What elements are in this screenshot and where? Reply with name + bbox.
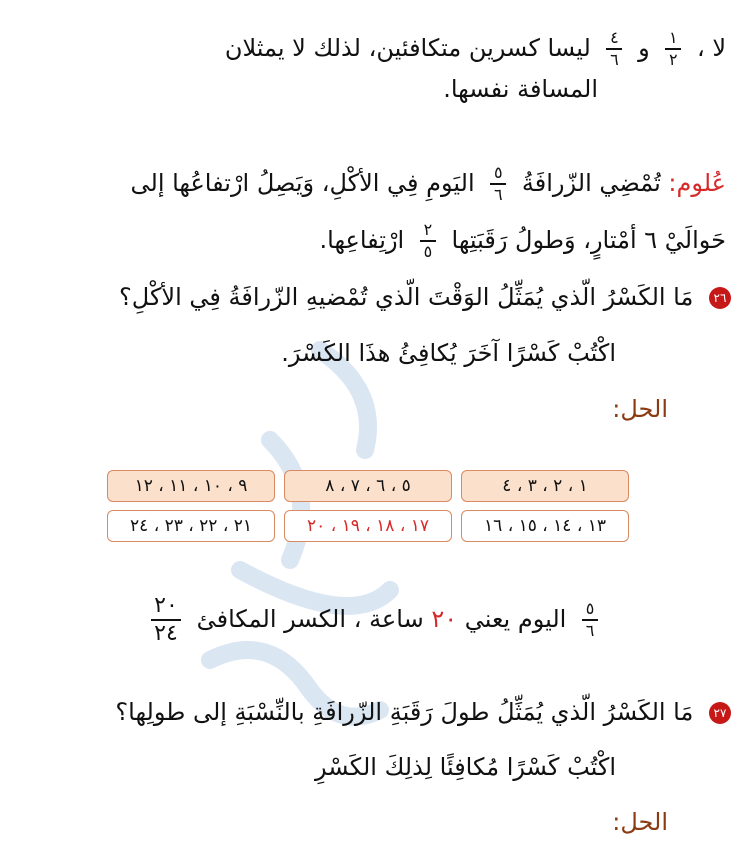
answer-text-c: الكسر المكافئ	[196, 605, 347, 633]
multiples-box: ١ ، ٢ ، ٣ ، ٤	[461, 470, 629, 502]
fraction-denominator: ٢	[669, 50, 678, 69]
solution-label: الحل:	[612, 395, 668, 423]
intro-start: لا ،	[696, 34, 726, 62]
multiples-box: ١٣ ، ١٤ ، ١٥ ، ١٦	[461, 510, 629, 542]
answer-text-b: ساعة ،	[353, 605, 424, 633]
solution-label: الحل:	[612, 808, 668, 836]
fraction-one-half	[665, 30, 681, 68]
question-26-subtext: اكْتُبْ كَسْرًا آخَرَ يُكافِئُ هذَا الكَسْرَ.	[281, 339, 616, 367]
science-text-1b: اليَومِ فِي الأكْلِ، وَيَصِلُ ارْتفاعُها إلى	[130, 169, 475, 197]
fraction-denominator: ٥	[423, 242, 433, 261]
fraction-four-sixths	[606, 30, 622, 68]
question-number-badge: ٢٦	[709, 287, 731, 309]
answer-hours: ٢٠	[431, 605, 458, 633]
science-text-2a: حَوالَيْ ٦ أمْتارٍ، وَطولُ رَقَبَتِها	[451, 226, 726, 254]
science-line-1	[131, 165, 727, 203]
multiples-box: ٩ ، ١٠ ، ١١ ، ١٢	[107, 470, 275, 502]
answer-text-a: اليوم يعني	[464, 605, 567, 633]
fraction-numerator: ٥	[585, 599, 595, 618]
fraction-denominator: ٦	[610, 50, 619, 69]
answer-26	[143, 595, 606, 645]
fraction-numerator: ٢٠	[154, 593, 178, 618]
fraction-numerator: ١	[669, 28, 678, 47]
science-label: عُلوم:	[668, 169, 726, 197]
question-27-text: مَا الكَسْرُ الّذي يُمَثِّلُ طولَ رَقَبَةِ الزّرافَةِ بالنِّسْبَةِ إلى طولِها؟	[115, 698, 694, 726]
fraction-two-fifths	[420, 222, 436, 260]
multiples-box: ٢١ ، ٢٢ ، ٢٣ ، ٢٤	[107, 510, 275, 542]
question-number-badge: ٢٧	[709, 702, 731, 724]
fraction-numerator: ٢	[423, 220, 433, 239]
fraction-denominator: ٢٤	[154, 621, 178, 646]
fraction-denominator: ٦	[493, 185, 503, 204]
science-line-2	[320, 222, 727, 260]
intro-line-1	[225, 30, 726, 68]
question-27	[115, 695, 731, 729]
question-27-subtext: اكْتُبْ كَسْرًا مُكافِئًا لِذلِكَ الكَسْرِ	[315, 753, 616, 781]
question-26	[119, 280, 731, 314]
question-26-text: مَا الكَسْرُ الّذي يُمَثِّلُ الوَقْتَ الّذي تُمْضيهِ الزّرافَةُ فِي الأكْلِ؟	[119, 283, 694, 311]
fraction-numerator: ٤	[610, 28, 619, 47]
multiples-grid	[103, 470, 629, 542]
fraction-numerator: ٥	[493, 163, 503, 182]
fraction-twenty-twentyfourths	[151, 595, 181, 645]
fraction-denominator: ٦	[585, 621, 595, 640]
intro-line-2: المسافة نفسها.	[443, 75, 598, 103]
multiples-box: ٥ ، ٦ ، ٧ ، ٨	[284, 470, 452, 502]
science-text-1a: تُمْضِي الزّرافَةُ	[521, 169, 661, 197]
intro-end: ليسا كسرين متكافئين، لذلك لا يمثلان	[224, 34, 591, 62]
and-word: و	[638, 34, 650, 62]
science-text-2b: ارْتِفاعِها.	[319, 226, 405, 254]
fraction-five-sixths	[582, 601, 598, 639]
multiples-box: ١٧ ، ١٨ ، ١٩ ، ٢٠	[284, 510, 452, 542]
fraction-five-sixths	[490, 165, 506, 203]
